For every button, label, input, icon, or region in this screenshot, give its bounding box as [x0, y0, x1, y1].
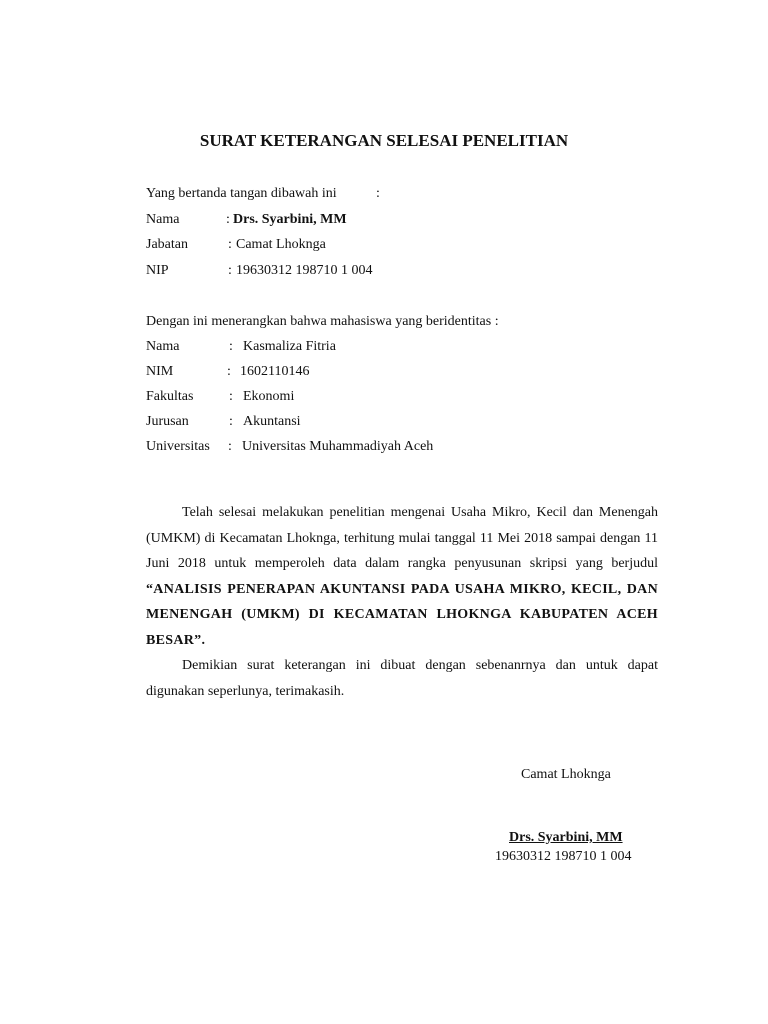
- thesis-title: “ANALISIS PENERAPAN AKUNTANSI PADA USAHA MIKRO, KECIL, DAN MENENGAH (UMKM) DI KECAMATAN LHOKNGA KABUPATEN ACEH BESAR”.: [146, 581, 658, 648]
- student-intro: Dengan ini menerangkan bahwa mahasiswa yang beridentitas :: [146, 314, 499, 329]
- student-university-sep: :: [228, 439, 232, 454]
- closing-paragraph: Demikian surat keterangan ini dibuat dengan sebenanrnya dan untuk dapat digunakan seperlunya, terimakasih.: [146, 658, 658, 699]
- student-name-label: Nama: [146, 339, 180, 354]
- signer-name-sep: :: [226, 212, 230, 227]
- student-nim-sep: :: [227, 364, 231, 379]
- signer-intro-colon: :: [376, 186, 380, 201]
- student-major-label: Jurusan: [146, 414, 189, 429]
- student-faculty-label: Fakultas: [146, 389, 194, 404]
- signer-position-label: Jabatan: [146, 237, 188, 252]
- student-name-value: Kasmaliza Fitria: [243, 339, 336, 354]
- signer-nip-sep: :: [228, 263, 232, 278]
- closing-name: Drs. Syarbini, MM: [509, 830, 623, 845]
- signer-nip-label: NIP: [146, 263, 169, 278]
- research-text: Telah selesai melakukan penelitian mengenai Usaha Mikro, Kecil dan Menengah (UMKM) di Kecamatan Lhoknga, terhitung mulai tanggal 11 Mei 2018 sampai dengan 11 Juni 2018 untuk memperoleh data dalam rangka penyusunan skripsi yang berjudul: [146, 505, 658, 571]
- closing-position: Camat Lhoknga: [521, 767, 611, 782]
- student-major-sep: :: [229, 414, 233, 429]
- student-university-label: Universitas: [146, 439, 210, 454]
- student-university-value: Universitas Muhammadiyah Aceh: [242, 439, 434, 454]
- signer-name-value: Drs. Syarbini, MM: [233, 212, 347, 227]
- student-nim-label: NIM: [146, 364, 174, 379]
- signer-position-sep: :: [228, 237, 232, 252]
- signer-nip-value: 19630312 198710 1 004: [236, 263, 373, 278]
- student-nim-value: 1602110146: [240, 364, 310, 379]
- signer-intro: Yang bertanda tangan dibawah ini: [146, 186, 337, 201]
- student-faculty-value: Ekonomi: [243, 389, 295, 404]
- research-paragraph: [146, 500, 658, 653]
- student-faculty-sep: :: [229, 389, 233, 404]
- signer-name-label: Nama: [146, 212, 180, 227]
- student-major-value: Akuntansi: [243, 414, 301, 429]
- letter-title: SURAT KETERANGAN SELESAI PENELITIAN: [199, 131, 569, 150]
- letter-body: [146, 500, 658, 704]
- student-name-sep: :: [229, 339, 233, 354]
- closing-nip: 19630312 198710 1 004: [495, 849, 632, 864]
- signer-position-value: Camat Lhoknga: [236, 237, 326, 252]
